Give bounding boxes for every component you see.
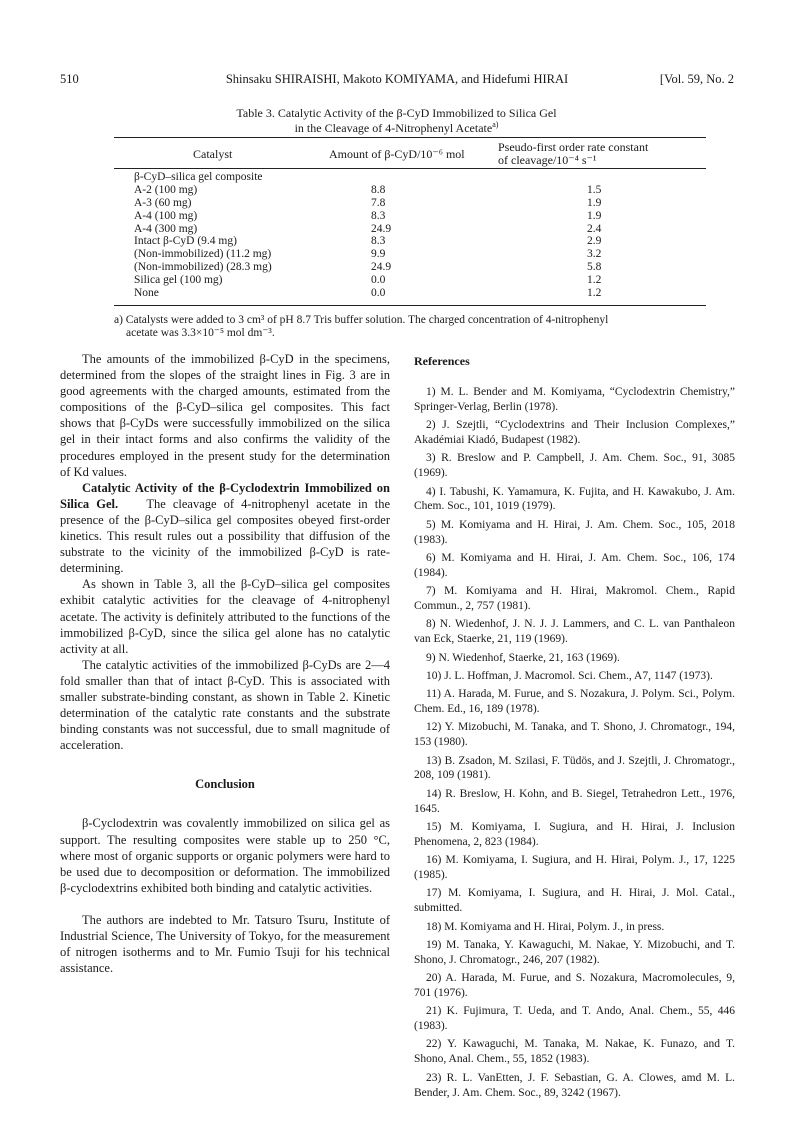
table-cell-catalyst: (Non-immobilized) (28.3 mg) — [134, 261, 272, 274]
table-cell-catalyst: (Non-immobilized) (11.2 mg) — [134, 248, 272, 261]
page-number: 510 — [60, 72, 79, 86]
reference-item: 13) B. Zsadon, M. Szilasi, F. Tüdös, and J. Szejtli, J. Chromatogr., 208, 109 (1981). — [414, 754, 735, 782]
table-cell-catalyst: A-4 (100 mg) — [134, 209, 198, 222]
table-cell-rate: 1.2 — [587, 274, 602, 287]
table-cell-catalyst: A-3 (60 mg) — [134, 196, 192, 209]
reference-item: 17) M. Komiyama, I. Sugiura, and H. Hirai, J. Mol. Catal., submitted. — [414, 887, 735, 915]
table-cell-catalyst: Intact β-CyD (9.4 mg) — [134, 235, 237, 248]
reference-item: 6) M. Komiyama and H. Hirai, J. Am. Chem. Soc., 106, 174 (1984). — [414, 551, 735, 579]
table-cell-amount: 7.8 — [371, 196, 386, 209]
reference-item: 10) J. L. Hoffman, J. Macromol. Sci. Chem., A7, 1147 (1973). — [426, 669, 713, 682]
table-cell-rate: 1.9 — [587, 209, 602, 222]
table-cell-rate: 5.8 — [587, 261, 602, 274]
runin-text: The cleavage of 4-nitrophenyl acetate in the presence of the β-CyD–silica gel composites obeyed first-order kinetics. This result rules out a possibility that diffusion of the substrate to the vicinity of the immobilized β-CyD is rate-determining. — [60, 496, 390, 576]
running-title-authors: Shinsaku SHIRAISHI, Makoto KOMIYAMA, and Hidefumi HIRAI — [225, 72, 569, 86]
col-header-rate-line2: of cleavage/10⁻⁴ s⁻¹ — [498, 152, 597, 167]
reference-item: 3) R. Breslow and P. Campbell, J. Am. Chem. Soc., 91, 3085 (1969). — [414, 452, 735, 480]
running-header — [60, 72, 734, 88]
table-header-rule — [114, 168, 706, 169]
conclusion-heading: Conclusion — [195, 777, 255, 792]
reference-item: 16) M. Komiyama, I. Sugiura, and H. Hirai, Polym. J., 17, 1225 (1985). — [414, 854, 735, 882]
col-header-catalyst: Catalyst — [193, 147, 233, 161]
table-column-amount — [371, 171, 391, 300]
table-caption — [0, 107, 793, 134]
table-column-rate — [587, 171, 601, 300]
reference-item: 15) M. Komiyama, I. Sugiura, and H. Hirai, J. Inclusion Phenomena, 2, 823 (1984). — [414, 820, 735, 848]
table-cell-amount: 24.9 — [371, 222, 392, 235]
reference-item: 11) A. Harada, M. Furue, and S. Nozakura, J. Polym. Sci., Polym. Chem. Ed., 16, 189 (1978). — [414, 688, 735, 716]
table-group-label: β-CyD–silica gel composite — [134, 171, 263, 183]
col-header-amount: Amount of β-CyD/10⁻⁶ mol — [329, 147, 465, 161]
table-cell-catalyst: None — [134, 287, 159, 300]
references-section — [414, 354, 735, 1104]
table-cell-amount: 8.3 — [371, 209, 386, 222]
reference-item: 12) Y. Mizobuchi, M. Tanaka, and T. Shono, J. Chromatogr., 194, 153 (1980). — [414, 721, 735, 749]
table-footnote-line1: a) Catalysts were added to 3 cm³ of pH 8.7 Tris buffer solution. The charged concentration of 4-nitrophenyl — [114, 314, 609, 326]
table-cell-catalyst: A-4 (300 mg) — [134, 222, 198, 235]
table-column-catalyst — [134, 171, 272, 300]
table-cell-rate: 2.9 — [587, 235, 602, 248]
volume-issue: [Vol. 59, No. 2 — [659, 72, 734, 86]
reference-item: 23) R. L. VanEtten, J. F. Sebastian, G. A. Clowes, amd M. L. Bender, J. Am. Chem. Soc., 89, 3242 (1967). — [414, 1071, 735, 1099]
col-header-rate — [498, 141, 648, 166]
table-footnote — [114, 314, 714, 340]
table-cell-amount: 8.3 — [371, 235, 386, 248]
table-caption-line1: Table 3. Catalytic Activity of the β-CyD Immobilized to Silica Gel — [236, 106, 557, 120]
table-cell-amount: 24.9 — [371, 261, 392, 274]
table-cell-catalyst: Silica gel (100 mg) — [134, 274, 223, 287]
table-bottom-rule — [114, 305, 706, 306]
table-cell-rate: 2.4 — [587, 222, 602, 235]
left-column — [60, 351, 390, 976]
body-paragraph: The amounts of the immobilized β-CyD in the specimens, determined from the slopes of the straight lines in Fig. 3 are in good agreements with the charged amounts, estimated from the compositions of the β-CyD–silica gel composites. This fact shows that β-CyDs were successfully immobilized on the silica gel in their intact forms and also confirms the validity of the procedures employed in the present study for the determination of Kd values. — [60, 352, 390, 479]
table-cell-rate: 1.5 — [587, 183, 602, 196]
table-cell-amount: 9.9 — [371, 248, 386, 261]
body-paragraph: The catalytic activities of the immobilized β-CyDs are 2—4 fold smaller than that of intact β-CyD. This is associated with smaller substrate-binding constant, as shown in Table 2. Kinetic determination of the catalytic rate constants and the substrate binding constants was not successful, due to small magnitude of acceleration. — [60, 657, 390, 753]
table-cell-rate: 1.9 — [587, 196, 602, 209]
section-paragraph — [60, 480, 390, 577]
table-cell-catalyst: A-2 (100 mg) — [134, 183, 198, 196]
reference-item: 8) N. Wiedenhof, J. N. J. J. Lammers, and C. L. van Panthaleon van Eck, Staerke, 21, 119 (1969). — [414, 618, 735, 646]
references-heading: References — [414, 354, 470, 368]
reference-item: 1) M. L. Bender and M. Komiyama, “Cyclodextrin Chemistry,” Springer-Verlag, Berlin (1978). — [414, 385, 735, 413]
table-caption-line2-wrap — [0, 119, 793, 134]
reference-item: 20) A. Harada, M. Furue, and S. Nozakura, Macromolecules, 9, 701 (1976). — [414, 972, 735, 999]
table-cell-amount: 0.0 — [371, 274, 386, 287]
table-cell-rate: 3.2 — [587, 248, 602, 261]
col-header-rate-line1: Pseudo-first order rate constant — [498, 140, 649, 154]
table-cell-amount: 0.0 — [371, 287, 386, 300]
reference-item: 18) M. Komiyama and H. Hirai, Polym. J., in press. — [426, 920, 665, 933]
acknowledgment-paragraph: The authors are indebted to Mr. Tatsuro Tsuru, Institute of Industrial Science, The University of Tokyo, for the measurement of nitrogen isotherms and to Mr. Fumio Tsuji for his technical assistance. — [60, 912, 390, 976]
table-top-rule — [114, 137, 706, 138]
reference-item: 7) M. Komiyama and H. Hirai, Makromol. Chem., Rapid Commun., 2, 757 (1981). — [414, 585, 735, 613]
table-cell-amount: 8.8 — [371, 183, 386, 196]
table-caption-footnote-mark: a) — [492, 120, 499, 129]
table-caption-line2: in the Cleavage of 4-Nitrophenyl Acetate — [294, 121, 493, 135]
reference-item: 4) I. Tabushi, K. Yamamura, K. Fujita, and H. Kawakubo, J. Am. Chem. Soc., 101, 1019 (1979). — [414, 485, 735, 513]
reference-item: 14) R. Breslow, H. Kohn, and B. Siegel, Tetrahedron Lett., 1976, 1645. — [414, 787, 735, 815]
reference-item: 21) K. Fujimura, T. Ueda, and T. Ando, Anal. Chem., 55, 446 (1983). — [414, 1005, 735, 1033]
runin-heading: Catalytic Activity of the β-Cyclodextrin Immobilized on Silica Gel. — [60, 480, 390, 511]
reference-item: 22) Y. Kawaguchi, M. Tanaka, M. Nakae, K. Funazo, and T. Shono, Anal. Chem., 55, 1852 (1983). — [414, 1038, 735, 1066]
reference-item: 19) M. Tanaka, Y. Kawaguchi, M. Nakae, Y. Mizobuchi, and T. Shono, J. Chromatogr., 246, 207 (1982). — [414, 938, 735, 966]
reference-item: 2) J. Szejtli, “Cyclodextrins and Their Inclusion Complexes,” Akadémiai Kiadó, Budapest (1982). — [414, 419, 735, 447]
body-paragraph: As shown in Table 3, all the β-CyD–silica gel composites exhibit catalytic activities for the cleavage of 4-nitrophenyl acetate. The activity is definitely attributed to the functions of the immobilized β-CyD, since the silica gel alone has no catalytic activity at all. — [60, 577, 390, 656]
conclusion-paragraph: β-Cyclodextrin was covalently immobilized on silica gel as support. The resulting composites were stable up to 250 °C, where most of organic supports or organic polymers were hard to be used due to decomposition or deformation. The immobilized β-cyclodextrins exhibited both binding and catalytic activities. — [60, 816, 390, 895]
table-cell-rate: 1.2 — [587, 287, 602, 300]
reference-item: 5) M. Komiyama and H. Hirai, J. Am. Chem. Soc., 105, 2018 (1983). — [414, 518, 735, 546]
reference-item: 9) N. Wiedenhof, Staerke, 21, 163 (1969). — [426, 651, 620, 664]
table-footnote-line2: acetate was 3.3×10⁻⁵ mol dm⁻³. — [126, 327, 275, 339]
